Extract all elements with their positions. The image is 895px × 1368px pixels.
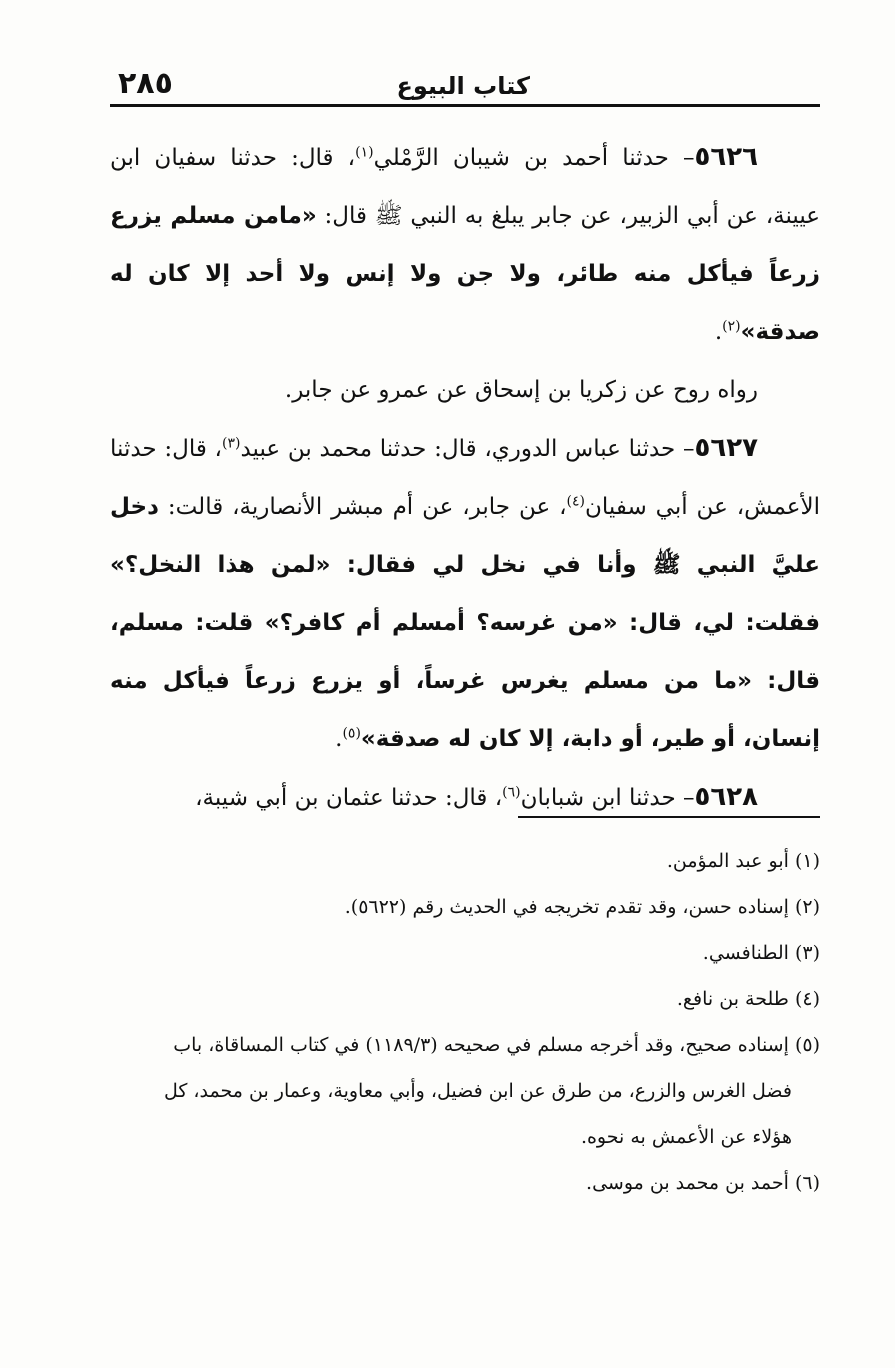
footnote-number: (١) (794, 850, 820, 872)
footnote-5-continuation: هؤلاء عن الأعمش به نحوه. (580, 1126, 792, 1148)
footnote-5-continuation: فضل الغرس والزرع، من طرق عن ابن فضيل، وأبي معاوية، وعمار بن محمد، كل (163, 1080, 792, 1102)
footnote-5 (110, 1022, 820, 1068)
header-title: كتاب البيوع (396, 72, 530, 100)
footnote-number: (٦) (794, 1172, 820, 1194)
isnad-text: ، قال: حدثنا الأعمش، عن أبي سفيان (110, 436, 820, 520)
footnote-text: أحمد بن محمد بن موسى. (586, 1172, 789, 1194)
isnad-text: – حدثنا عباس الدوري، قال: حدثنا محمد بن عبيد (240, 436, 695, 462)
footnote-ref: (٣) (221, 435, 241, 452)
footnote-number: (٤) (794, 988, 820, 1010)
footnote-number: (٣) (794, 942, 820, 964)
footnote-text: أبو عبد المؤمن. (666, 850, 789, 872)
footnote-4 (110, 976, 820, 1022)
sentence-end: . (714, 319, 723, 345)
hadith-number: ٥٦٢٦ (694, 142, 758, 172)
hadith-number: ٥٦٢٨ (694, 782, 758, 812)
footnote-number: (٥) (794, 1034, 820, 1056)
hadith-5627 (110, 419, 820, 768)
footnote-ref: (٦) (502, 784, 521, 801)
footnote-3 (110, 930, 820, 976)
isnad-text: – حدثنا ابن شبابان (520, 785, 695, 811)
isnad-text: ، قال: حدثنا سفيان ابن عيينة، عن أبي الزبير، عن جابر يبلغ به النبي ﷺ قال: (110, 145, 820, 229)
running-header (110, 68, 820, 107)
footnote-ref: (١) (355, 144, 374, 161)
footnotes (110, 838, 820, 1206)
footnote-text: الطنافسي. (702, 942, 789, 964)
footnote-ref: (٢) (722, 318, 741, 335)
hadith-matn: «مامن مسلم يزرع زرعاً فيأكل منه طائر، ولا جن ولا إنس ولا أحد إلا كان له صدقة» (110, 203, 820, 345)
footnote-number: (٢) (794, 896, 820, 918)
hadith-number: ٥٦٢٧ (694, 433, 758, 463)
isnad-text: ، قال: حدثنا عثمان بن أبي شيبة، (195, 785, 503, 811)
footnote-text: إسناده صحيح، وقد أخرجه مسلم في صحيحه (١١٨٩/٣) في كتاب المساقاة، باب (173, 1034, 789, 1056)
footnote-text: طلحة بن نافع. (676, 988, 789, 1010)
hadith-5628 (110, 768, 820, 827)
footnote-text: إسناده حسن، وقد تقدم تخريجه في الحديث رقم (٥٦٢٢). (344, 896, 789, 918)
page-number: ٢٨٥ (118, 66, 173, 101)
footnote-2 (110, 884, 820, 930)
hadith-5626 (110, 128, 820, 361)
narration-note: رواه روح عن زكريا بن إسحاق عن عمرو عن جابر. (284, 377, 758, 403)
footnote-6 (110, 1160, 820, 1206)
sentence-end: . (335, 726, 343, 752)
main-text (110, 128, 820, 827)
footnote-ref: (٤) (566, 493, 585, 510)
footnote-separator (518, 816, 820, 818)
hadith-matn: دخل عليَّ النبي ﷺ وأنا في نخل لي فقال: «لمن هذا النخل؟» فقلت: لي، قال: «من غرسه؟ أمسلم أم كافر؟» قلت: مسلم، قال: «ما من مسلم يغرس غرساً، أو يزرع زرعاً فيأكل منه إنسان، أو طير، أو دابة، إلا كان له صدقة» (110, 494, 820, 752)
isnad-text: ، عن جابر، عن أم مبشر الأنصارية، قالت: (158, 494, 567, 520)
footnote-1 (110, 838, 820, 884)
footnote-ref: (٥) (342, 725, 361, 742)
isnad-text: – حدثنا أحمد بن شيبان الرَّمْلي (373, 145, 695, 171)
